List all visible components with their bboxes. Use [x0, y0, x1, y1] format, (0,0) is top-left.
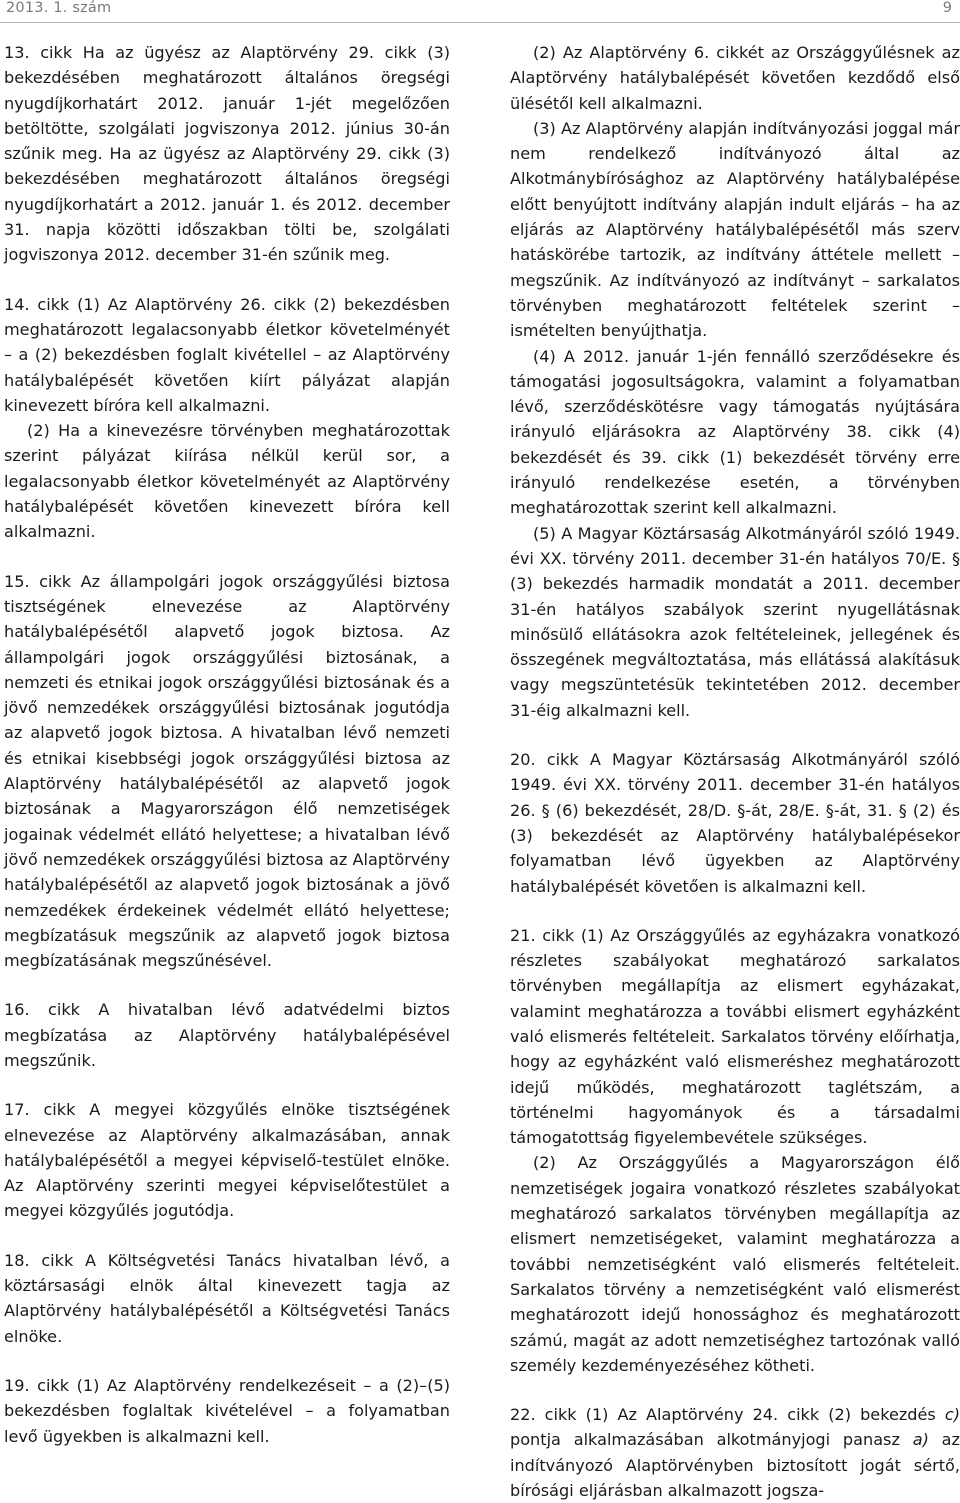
article-19-3: (3) Az Alaptörvény alapján indítványozási joggal már nem rendelkező indítványozó által az Alkotmánybírósághoz az Alaptörvény hatálybalépése előtt benyújtott indítvány alapján indult eljárás – ha az eljárás az Alaptörvény hatálybalépésétől más szerv hatáskörébe tartozik, az indítvány áttétele mellett – megszűnik. Az indítványozó az indítványt – sarkalatos törvényben meghatározott feltételek szerint – ismételten benyújthatja. [510, 118, 960, 341]
article-21-2: (2) Az Országgyűlés a Magyarországon élő nemzetiségek jogaira vonatkozó részletes szabályokat meghatározó sarkalatos törvényben megállapítja az elismert nemzetiségeket, valamint meghatározza a további nemzetiségként való elismerés feltételeit. Sarkalatos törvény a nemzetiségként való elismerést meghatározott idejű honossághoz és meghatározott számú, magát az adott nemzetiséghez tartozónak valló személy kezdeményezéséhez kötheti. [510, 1153, 960, 1375]
article-14-1: 14. cikk (1) Az Alaptörvény 26. cikk (2) bekezdésben meghatározott legalacsonyabb életkor követelményét – a (2) bekezdésben foglalt kivétellel – az Alaptörvény hatálybalépését követően kiírt pályázat alapján kinevezett bíróra kell alkalmazni. [4, 294, 450, 415]
page-header [0, 0, 960, 23]
article-13: 13. cikk Ha az ügyész az Alaptörvény 29. cikk (3) bekezdésében meghatározott általános öregségi nyugdíjkorhatárt 2012. január 1-jét megelőzően betöltötte, szolgálati jogviszonya 2012. június 30-án szűnik meg. Ha az ügyész az Alaptörvény 29. cikk (3) bekezdésében meghatározott általános öregségi nyugdíjkorhatárt a 2012. január 1. és 2012. december 31. napja közötti időszakban tölti be, szolgálati jogviszonya 2012. december 31-én szűnik meg. [4, 43, 450, 265]
article-22-1 [510, 1402, 960, 1503]
article-21-1: 21. cikk (1) Az Országgyűlés az egyházakra vonatkozó részletes szabályokat meghatározó sarkalatos törvényben megállapítja az elismert egyházakat, valamint meghatározza a további elismert egyházként való elismerés feltételeit. Sarkalatos törvény előírhatja, hogy az egyházként való elismeréshez meghatározott idejű működés, meghatározott taglétszám, a történelmi hagyományok és a társadalmi támogatottság figyelembevétele szükséges. [510, 925, 960, 1148]
page-number: 9 [942, 0, 952, 16]
article-19-2: (2) Az Alaptörvény 6. cikkét az Országgyűlésnek az Alaptörvény hatálybalépését követően kezdődő első ülésétől kell alkalmazni. [510, 43, 960, 113]
right-column [510, 40, 960, 1503]
article-18: 18. cikk A Költségvetési Tanács hivatalban lévő, a köztársasági elnök által kinevezett tagja az Alaptörvény hatálybalépésétől a Költségvetési Tanács elnöke. [4, 1250, 450, 1346]
article-16: 16. cikk A hivatalban lévő adatvédelmi biztos megbízatása az Alaptörvény hatálybalépésével megszűnik. [4, 1000, 450, 1070]
issue-date: 2013. 1. szám [6, 0, 112, 16]
article-19-1: 19. cikk (1) Az Alaptörvény rendelkezéseit – a (2)–(5) bekezdésben foglaltak kivételével – a folyamatban levő ügyekben is alkalmazni kell. [4, 1375, 450, 1446]
article-22-text-c: az indítványozó Alaptörvényben biztosított jogát sértő, bírósági eljárásban alkalmazott jogsza- [510, 1430, 960, 1501]
article-22-text-a: 22. cikk (1) Az Alaptörvény 24. cikk (2) bekezdés [510, 1405, 945, 1425]
article-20: 20. cikk A Magyar Köztársaság Alkotmányáról szóló 1949. évi XX. törvény 2011. december 31-én hatályos 26. § (6) bekezdését, 28/D. §-át, 28/E. §-át, 31. § (2) és (3) bekezdését az Alaptörvény hatálybalépésekor folyamatban lévő ügyekben az Alaptörvény hatálybalépését követően is alkalmazni kell. [510, 750, 960, 896]
article-19-5: (5) A Magyar Köztársaság Alkotmányáról szóló 1949. évi XX. törvény 2011. december 31-én hatályos 70/E. § (3) bekezdés harmadik mondatát a 2011. december 31-én hatályos szabályok szerint nyugellátásnak minősülő ellátásokra azok feltételeinek, jellegének és összegének megváltoztatása, más ellátássá alakításuk vagy megszüntetésük tekintetében 2012. december 31-éig alkalmazni kell. [510, 523, 960, 720]
article-17: 17. cikk A megyei közgyűlés elnöke tisztségének elnevezése az Alaptörvény alkalmazásában, annak hatálybalépésétől a megyei képviselő-testület elnöke. Az Alaptörvény szerinti megyei képviselőtestület a megyei közgyűlés jogutódja. [4, 1100, 450, 1221]
article-14-2: (2) Ha a kinevezésre törvényben meghatározottak szerint pályázat kiírása nélkül kerül sor, a legalacsonyabb életkor követelményét az Alaptörvény hatálybalépését követően kinevezett bíróra kell alkalmazni. [4, 421, 450, 542]
article-19-4: (4) A 2012. január 1-jén fennálló szerződésekre és támogatási jogosultságokra, valamint a folyamatban lévő, szerződéskötésre vagy támogatás nyújtására irányuló eljárásokra az Alaptörvény 38. cikk (4) bekezdését és 39. cikk (1) bekezdését törvény erre irányuló rendelkezése esetén, a törvényben meghatározottak szerint kell alkalmazni. [510, 346, 960, 518]
left-column [4, 40, 450, 1449]
point-c-label: c) [944, 1405, 960, 1425]
point-a-label: a) [912, 1430, 929, 1450]
article-22-text-b: pontja alkalmazásában alkotmányjogi panasz [510, 1430, 913, 1450]
article-15: 15. cikk Az állampolgári jogok országgyűlési biztosa tisztségének elnevezése az Alaptörvény hatálybalépésétől alapvető jogok biztosa. Az állampolgári jogok országgyűlési biztosának, a nemzeti és etnikai jogok országgyűlési biztosának és a jövő nemzedékek országgyűlési biztosának jogutódja az alapvető jogok biztosa. A hivatalban lévő nemzeti és etnikai kisebbségi jogok országgyűlési biztosa az Alaptörvény hatálybalépésétől az alapvető jogok biztosának a Magyarországon élő nemzetiségek jogainak védelmét ellátó helyettese; a hivatalban lévő jövő nemzedékek országgyűlési biztosa az Alaptörvény hatálybalépésétől az alapvető jogok biztosának a jövő nemzedékek érdekeinek védelmét ellátó helyettese; megbízatásuk megszűnik az alapvető jogok biztosa megbízatásának megszűnésével. [4, 571, 450, 971]
